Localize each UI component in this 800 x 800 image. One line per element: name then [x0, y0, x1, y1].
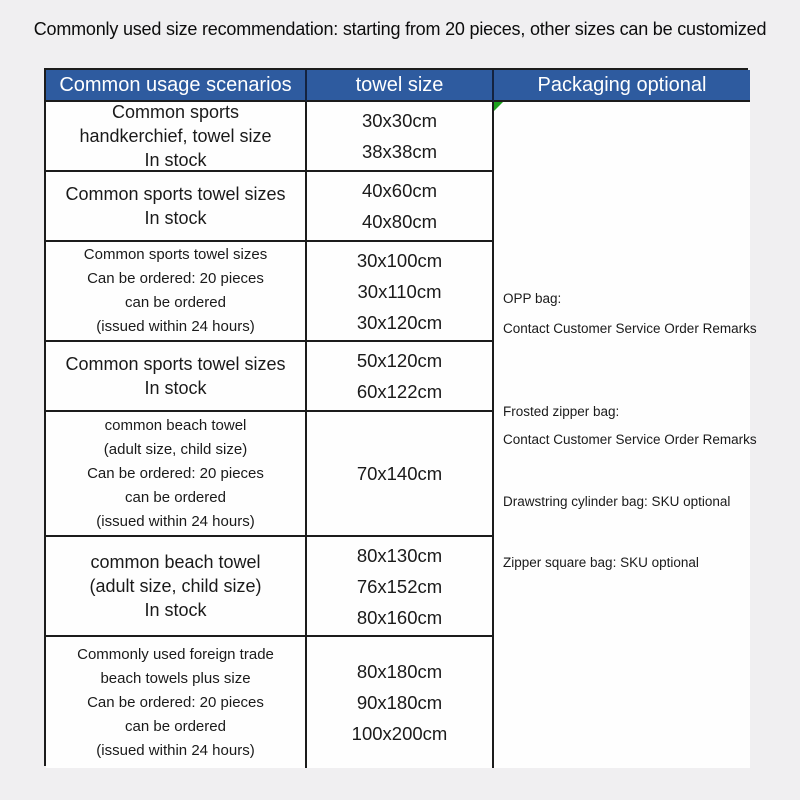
- size-value: 40x80cm: [361, 211, 438, 232]
- scenario-line: In stock: [144, 208, 207, 228]
- scenario-line: can be ordered: [125, 717, 226, 735]
- size-value: 40x60cm: [361, 180, 438, 201]
- column-header-towel-size: towel size: [307, 70, 494, 102]
- size-recommendation-table: [44, 68, 757, 766]
- page-title: Commonly used size recommendation: starting from 20 pieces, other sizes can be customized: [33, 19, 767, 39]
- packaging-optional-cell: [494, 102, 757, 768]
- size-value: 60x122cm: [356, 381, 443, 402]
- scenario-line: (adult size, child size): [89, 576, 262, 596]
- scenario-line: Common sports towel sizes: [65, 184, 286, 204]
- scenario-line: Common sports: [111, 102, 240, 122]
- scenario-line: handkerchief, towel size: [79, 126, 272, 146]
- table-row-7-scenario: [46, 637, 307, 768]
- table-row-2-sizes: [307, 172, 494, 242]
- size-value: 30x100cm: [356, 249, 443, 271]
- scenario-line: In stock: [144, 378, 207, 398]
- table-row-6-sizes: [307, 537, 494, 637]
- scenario-line: In stock: [144, 600, 207, 620]
- size-value: 30x120cm: [356, 311, 443, 333]
- size-value: 30x30cm: [361, 110, 438, 131]
- packaging-line-contact: Contact Customer Service Order Remarks: [503, 321, 757, 336]
- size-value: 100x200cm: [351, 723, 448, 744]
- size-value: 76x152cm: [356, 575, 443, 597]
- packaging-line-opp-bag: OPP bag:: [503, 291, 562, 306]
- size-value: 90x180cm: [356, 692, 443, 713]
- scenario-line: common beach towel: [90, 552, 261, 572]
- table-row-2-scenario: [46, 172, 307, 242]
- table-row-7-sizes: [307, 637, 494, 768]
- size-value: 80x160cm: [356, 606, 443, 628]
- scenario-line: (issued within 24 hours): [96, 512, 255, 530]
- scenario-line: Can be ordered: 20 pieces: [87, 693, 264, 711]
- scenario-line: beach towels plus size: [100, 669, 251, 687]
- green-corner-icon: [494, 102, 503, 111]
- scenario-line: can be ordered: [125, 294, 226, 311]
- size-value: 38x38cm: [361, 141, 438, 162]
- scenario-line: Common sports towel sizes: [83, 246, 268, 263]
- column-header-packaging-optional: Packaging optional: [494, 70, 750, 102]
- table-row-1-scenario: [46, 102, 307, 172]
- size-value: 80x180cm: [356, 661, 443, 682]
- packaging-line-frosted-zipper-bag: Frosted zipper bag:: [503, 404, 620, 419]
- table-row-5-scenario: [46, 412, 307, 537]
- table-row-4-sizes: [307, 342, 494, 412]
- scenario-line: In stock: [144, 150, 207, 170]
- scenario-line: can be ordered: [125, 488, 226, 506]
- packaging-line-contact: Contact Customer Service Order Remarks: [503, 432, 757, 447]
- scenario-line: Commonly used foreign trade: [77, 645, 274, 663]
- scenario-line: Can be ordered: 20 pieces: [87, 464, 264, 482]
- table-row-4-scenario: [46, 342, 307, 412]
- column-header-usage-scenarios: Common usage scenarios: [46, 70, 307, 102]
- scenario-line: Can be ordered: 20 pieces: [87, 270, 264, 287]
- scenario-line: (issued within 24 hours): [96, 741, 255, 759]
- packaging-line-drawstring-bag: Drawstring cylinder bag: SKU optional: [503, 494, 731, 509]
- table-row-6-scenario: [46, 537, 307, 637]
- scenario-line: (adult size, child size): [103, 440, 248, 458]
- scenario-line: common beach towel: [104, 416, 247, 434]
- size-value: 50x120cm: [356, 350, 443, 371]
- size-value: 70x140cm: [356, 463, 443, 484]
- scenario-line: (issued within 24 hours): [96, 318, 255, 335]
- table-row-3-sizes: [307, 242, 494, 342]
- table-row-3-scenario: [46, 242, 307, 342]
- scenario-line: Common sports towel sizes: [65, 354, 286, 374]
- table-row-5-sizes: [307, 412, 494, 537]
- table-row-1-sizes: [307, 102, 494, 172]
- packaging-line-zipper-square-bag: Zipper square bag: SKU optional: [503, 555, 699, 570]
- size-value: 80x130cm: [356, 544, 443, 566]
- size-value: 30x110cm: [357, 280, 442, 302]
